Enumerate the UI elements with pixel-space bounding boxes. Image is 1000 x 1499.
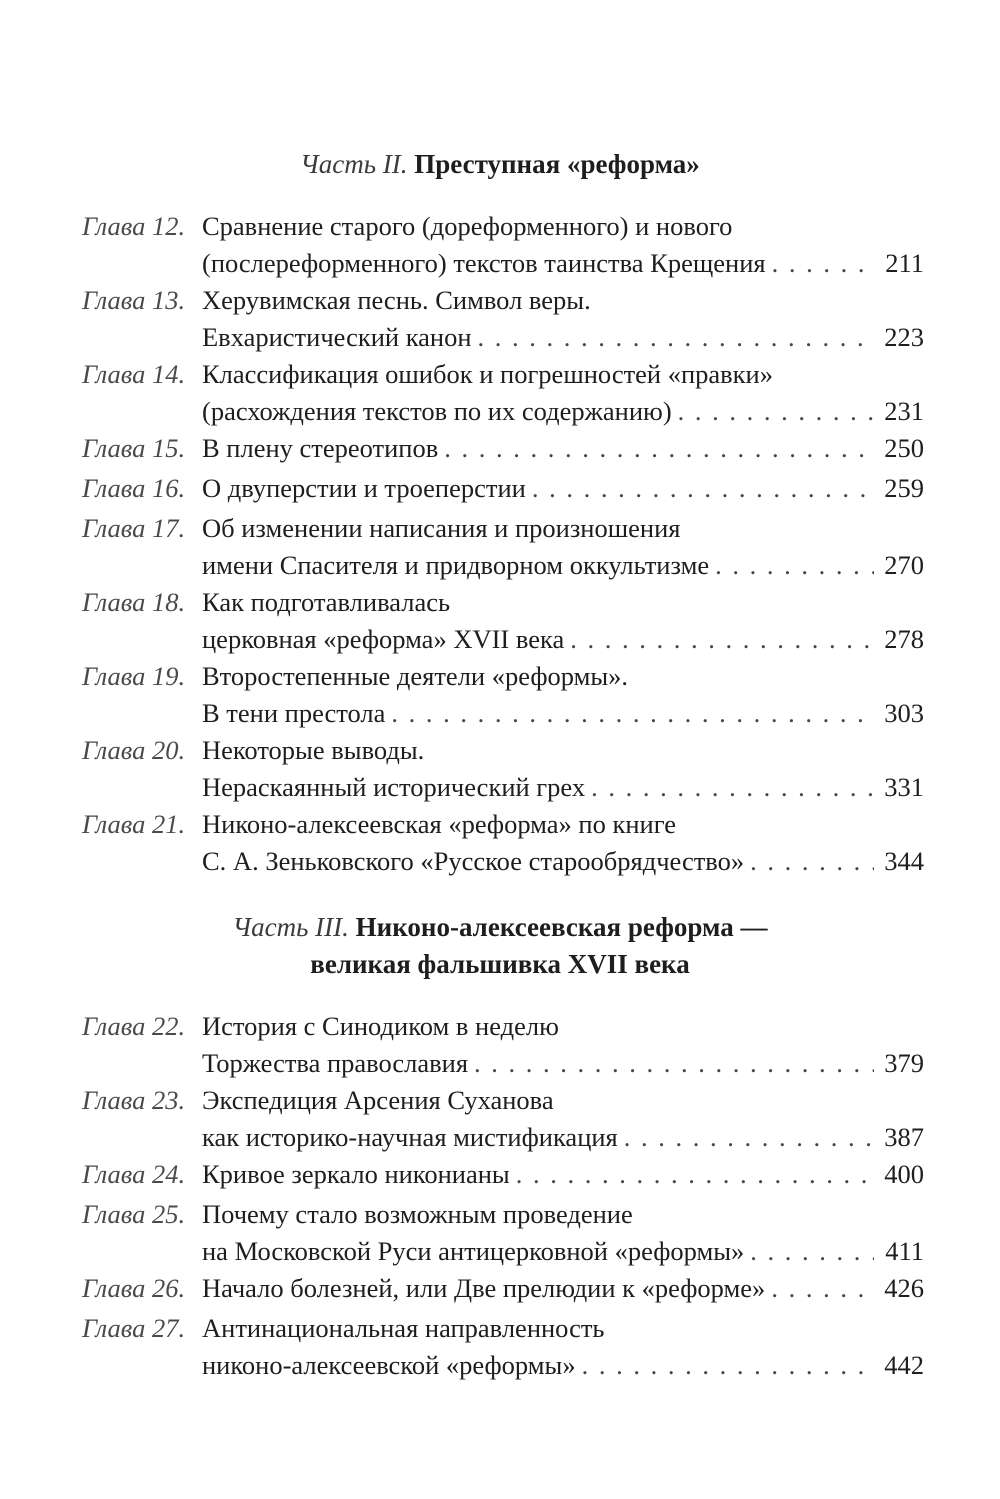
chapter-label: Глава 22. (82, 1011, 186, 1041)
chapter-label: Глава 14. (82, 359, 186, 389)
page-number: 303 (884, 698, 924, 728)
chapter-label: Глава 13. (82, 285, 186, 315)
part-3-name-line2: великая фальшивка XVII века (310, 949, 690, 979)
dot-leader (624, 1119, 874, 1156)
chapter-title-line1: Почему стало возможным проведение (202, 1199, 633, 1229)
chapter-label: Глава 21. (82, 809, 186, 839)
chapter-title-line1: Антинациональная направленность (202, 1313, 605, 1343)
chapter-title-line1: Никоно-алексеевская «реформа» по книге (202, 809, 676, 839)
toc-entry-ch27[interactable] (82, 1310, 924, 1384)
toc-entry-ch26[interactable] (82, 1270, 924, 1307)
toc-entry-ch22[interactable] (82, 1008, 924, 1082)
part-2-name: Преступная «реформа» (414, 149, 700, 179)
toc-entry-ch17[interactable] (82, 510, 924, 584)
chapter-title-line1: В плену стереотипов (202, 433, 439, 463)
page-number: 211 (885, 248, 924, 278)
dot-leader (715, 547, 874, 584)
chapter-title-line2: Евхаристический канон (202, 322, 472, 352)
part-3-name: Никоно-алексеевская реформа — (355, 912, 768, 942)
toc-entry-ch13[interactable] (82, 282, 924, 356)
page-number: 331 (884, 772, 924, 802)
dot-leader (570, 621, 874, 658)
page-number: 259 (884, 473, 924, 503)
page-number: 231 (884, 396, 924, 426)
chapter-title-line2: С. А. Зеньковского «Русское старообрядчество» (202, 846, 745, 876)
chapter-title-line1: О двуперстии и троеперстии (202, 473, 526, 503)
dot-leader (474, 1045, 874, 1082)
page-number: 411 (885, 1236, 924, 1266)
page-number: 344 (884, 846, 924, 876)
toc-entry-ch20[interactable] (82, 732, 924, 806)
toc-entry-ch25[interactable] (82, 1196, 924, 1270)
page-number: 379 (884, 1048, 924, 1078)
part-3-label: Часть III. (232, 912, 349, 942)
page-number: 278 (884, 624, 924, 654)
chapter-title-line1: Второстепенные деятели «реформы». (202, 661, 629, 691)
chapter-title-line2: (расхождения текстов по их содержанию) (202, 396, 672, 426)
dot-leader (591, 769, 874, 806)
page-number: 400 (884, 1159, 924, 1189)
chapter-label: Глава 16. (82, 473, 186, 503)
toc-entry-ch12[interactable] (82, 208, 924, 282)
toc-entry-ch24[interactable] (82, 1156, 924, 1193)
toc-entry-ch15[interactable] (82, 430, 924, 467)
chapter-title-line1: Экспедиция Арсения Суханова (202, 1085, 554, 1115)
page-number: 270 (884, 550, 924, 580)
dot-leader (750, 843, 874, 880)
dot-leader (478, 319, 874, 356)
page-number: 223 (884, 322, 924, 352)
chapter-label: Глава 24. (82, 1159, 186, 1189)
part-3-heading (0, 909, 1000, 983)
part-2-heading (0, 146, 1000, 183)
dot-leader (516, 1156, 874, 1193)
toc-entry-ch18[interactable] (82, 584, 924, 658)
chapter-title-line2: имени Спасителя и придворном оккультизме (202, 550, 710, 580)
chapter-label: Глава 26. (82, 1273, 186, 1303)
dot-leader (582, 1347, 874, 1384)
page-number: 442 (884, 1350, 924, 1380)
chapter-label: Глава 20. (82, 735, 186, 765)
chapter-title-line1: Сравнение старого (дореформенного) и нового (202, 211, 733, 241)
chapter-label: Глава 27. (82, 1313, 186, 1343)
chapter-title-line1: Некоторые выводы. (202, 735, 425, 765)
chapter-title-line2: Торжества православия (202, 1048, 469, 1078)
chapter-label: Глава 25. (82, 1199, 186, 1229)
chapter-title-line2: как историко-научная мистификация (202, 1122, 618, 1152)
toc-entry-ch19[interactable] (82, 658, 924, 732)
chapter-label: Глава 19. (82, 661, 186, 691)
page-number: 250 (884, 433, 924, 463)
chapter-label: Глава 17. (82, 513, 186, 543)
chapter-title-line1: Начало болезней, или Две прелюдии к «реформе» (202, 1273, 766, 1303)
dot-leader (391, 695, 874, 732)
page-number: 426 (884, 1273, 924, 1303)
dot-leader (678, 393, 874, 430)
chapter-title-line2: никоно-алексеевской «реформы» (202, 1350, 576, 1380)
chapter-label: Глава 18. (82, 587, 186, 617)
chapter-title-line2: на Московской Руси антицерковной «реформы» (202, 1236, 745, 1266)
toc-entry-ch16[interactable] (82, 470, 924, 507)
toc-entry-ch21[interactable] (82, 806, 924, 880)
chapter-title-line1: Об изменении написания и произношения (202, 513, 681, 543)
chapter-label: Глава 23. (82, 1085, 186, 1115)
chapter-title-line2: (послереформенного) текстов таинства Крещения (202, 248, 766, 278)
toc-entry-ch23[interactable] (82, 1082, 924, 1156)
chapter-label: Глава 15. (82, 433, 186, 463)
dot-leader (750, 1233, 874, 1270)
dot-leader (772, 245, 874, 282)
chapter-title-line1: Кривое зеркало никонианы (202, 1159, 510, 1189)
toc-entry-ch14[interactable] (82, 356, 924, 430)
chapter-title-line1: Классификация ошибок и погрешностей «правки» (202, 359, 773, 389)
chapter-title-line1: Херувимская песнь. Символ веры. (202, 285, 591, 315)
page-number: 387 (884, 1122, 924, 1152)
dot-leader (444, 430, 874, 467)
chapter-title-line2: В тени престола (202, 698, 386, 728)
chapter-title-line1: История с Синодиком в неделю (202, 1011, 559, 1041)
chapter-title-line1: Как подготавливалась (202, 587, 451, 617)
part-2-label: Часть II. (300, 149, 408, 179)
dot-leader (771, 1270, 874, 1307)
chapter-label: Глава 12. (82, 211, 186, 241)
chapter-title-line2: церковная «реформа» XVII века (202, 624, 565, 654)
dot-leader (532, 470, 874, 507)
chapter-title-line2: Нераскаянный исторический грех (202, 772, 586, 802)
